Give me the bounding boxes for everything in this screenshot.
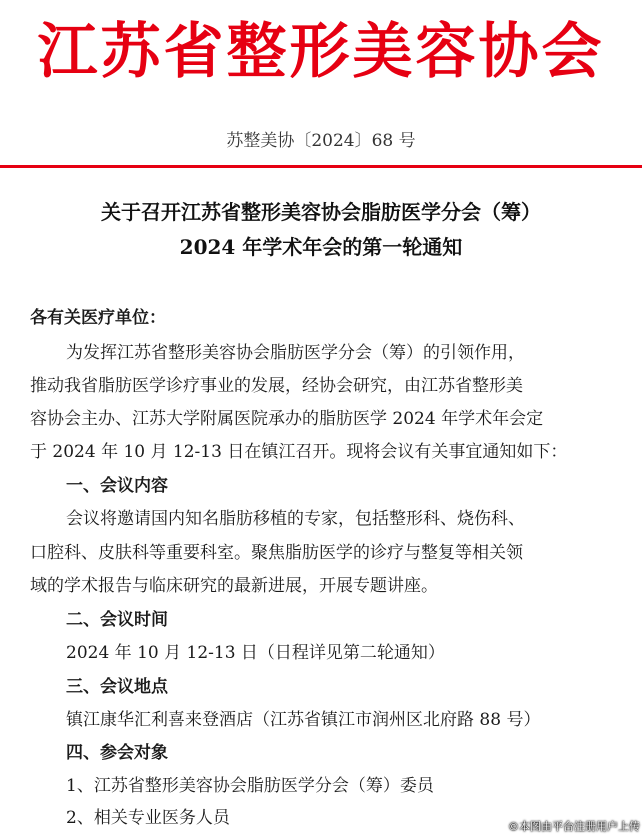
intro-line: 为发挥江苏省整形美容协会脂肪医学分会（筹）的引领作用， (66, 343, 525, 363)
platform-watermark: ©本图由平台注册用户上传 (508, 820, 640, 833)
section-heading-attendees: 四、参会对象 (66, 743, 168, 763)
section-line: 口腔科、皮肤科等重要科室。聚焦脂肪医学的诊疗与整复等相关领 (30, 543, 523, 563)
notice-title-line-1: 关于召开江苏省整形美容协会脂肪医学分会（筹） (101, 200, 541, 224)
section-line: 域的学术报告与临床研究的最新进展，开展专题讲座。 (30, 576, 438, 596)
attendee-item: 1、江苏省整形美容协会脂肪医学分会（筹）委员 (66, 776, 434, 796)
intro-line: 于 2024 年 10 月 12-13 日在镇江召开。现将会议有关事宜通知如下： (30, 442, 568, 462)
salutation: 各有关医疗单位： (30, 308, 166, 328)
section-line: 会议将邀请国内知名脂肪移植的专家，包括整形科、烧伤科、 (66, 509, 525, 529)
section-heading-location: 三、会议地点 (66, 677, 168, 697)
organization-title: 江苏省整形美容协会 (37, 17, 605, 87)
section-line: 镇江康华汇利喜来登酒店（江苏省镇江市润州区北府路 88 号） (66, 710, 541, 730)
header-divider (0, 165, 642, 168)
intro-line: 容协会主办、江苏大学附属医院承办的脂肪医学 2024 年学术年会定 (30, 409, 544, 429)
notice-title-line-2: 2024 年学术年会的第一轮通知 (179, 235, 463, 259)
section-heading-content: 一、会议内容 (66, 476, 168, 496)
intro-line: 推动我省脂肪医学诊疗事业的发展，经协会研究，由江苏省整形美 (30, 376, 523, 396)
attendee-item: 2、相关专业医务人员 (66, 808, 230, 828)
section-line: 2024 年 10 月 12-13 日（日程详见第二轮通知） (66, 643, 445, 663)
section-heading-time: 二、会议时间 (66, 610, 168, 630)
document-number: 苏整美协〔2024〕68 号 (226, 131, 416, 151)
